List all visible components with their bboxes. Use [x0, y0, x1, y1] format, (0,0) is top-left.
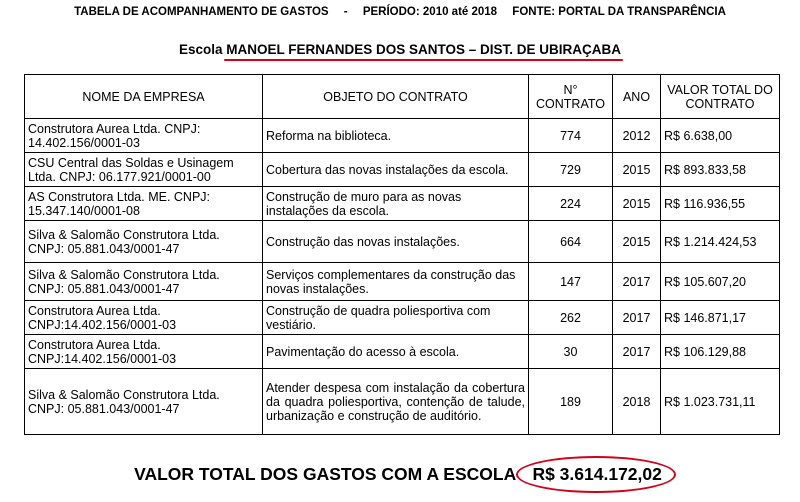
table-row	[25, 301, 780, 335]
table-row	[25, 369, 780, 435]
cell-empresa: Construtora Aurea Ltda. CNPJ: 14.402.156/0001-03	[25, 119, 263, 153]
cell-numero: 774	[529, 119, 613, 153]
cell-empresa: Silva & Salomão Construtora Ltda. CNPJ: 05.881.043/0001-47	[25, 263, 263, 301]
cell-ano: 2018	[613, 369, 661, 435]
table-row	[25, 187, 780, 221]
table-row	[25, 119, 780, 153]
table-row	[25, 221, 780, 263]
cell-numero: 262	[529, 301, 613, 335]
cell-valor: R$ 116.936,55	[661, 187, 780, 221]
cell-ano: 2017	[613, 263, 661, 301]
report-source: FONTE: PORTAL DA TRANSPARÊNCIA	[512, 6, 726, 18]
report-period: PERÍODO: 2010 até 2018	[362, 6, 498, 18]
total-summary	[0, 464, 800, 485]
cell-objeto: Construção de muro para as novas instalações da escola.	[263, 187, 529, 221]
report-title: TABELA DE ACOMPANHAMENTO DE GASTOS	[74, 6, 329, 18]
cell-numero: 189	[529, 369, 613, 435]
cell-valor: R$ 106.129,88	[661, 335, 780, 369]
cell-valor: R$ 146.871,17	[661, 301, 780, 335]
header-separator: -	[343, 6, 348, 18]
cell-numero: 664	[529, 221, 613, 263]
total-label: VALOR TOTAL DOS GASTOS COM A ESCOLA	[134, 464, 516, 484]
cell-empresa: Silva & Salomão Construtora Ltda. CNPJ: 05.881.043/0001-47	[25, 221, 263, 263]
cell-empresa: CSU Central das Soldas e Usinagem Ltda. CNPJ: 06.177.921/0001-00	[25, 153, 263, 187]
cell-valor: R$ 1.214.424,53	[661, 221, 780, 263]
cell-empresa: Construtora Aurea Ltda. CNPJ:14.402.156/0001-03	[25, 335, 263, 369]
cell-ano: 2012	[613, 119, 661, 153]
table-header-row	[25, 75, 780, 119]
table-row	[25, 153, 780, 187]
cell-empresa: AS Construtora Ltda. ME. CNPJ: 15.347.140/0001-08	[25, 187, 263, 221]
cell-ano: 2015	[613, 187, 661, 221]
cell-empresa: Silva & Salomão Construtora Ltda. CNPJ: 05.881.043/0001-47	[25, 369, 263, 435]
school-heading	[0, 42, 800, 57]
cell-numero: 224	[529, 187, 613, 221]
cell-ano: 2017	[613, 301, 661, 335]
cell-objeto: Reforma na biblioteca.	[263, 119, 529, 153]
contracts-table	[24, 74, 780, 435]
cell-objeto: Construção das novas instalações.	[263, 221, 529, 263]
cell-objeto: Construção de quadra poliesportiva com vestiário.	[263, 301, 529, 335]
cell-valor: R$ 6.638,00	[661, 119, 780, 153]
cell-objeto: Atender despesa com instalação da cobertura da quadra poliesportiva, contenção de talude, urbanização e construção de auditório.	[263, 369, 529, 435]
cell-valor: R$ 105.607,20	[661, 263, 780, 301]
cell-valor: R$ 1.023.731,11	[661, 369, 780, 435]
total-value: R$ 3.614.172,02	[528, 464, 665, 485]
cell-numero: 147	[529, 263, 613, 301]
cell-numero: 30	[529, 335, 613, 369]
cell-empresa: Construtora Aurea Ltda. CNPJ:14.402.156/0001-03	[25, 301, 263, 335]
school-prefix: Escola	[178, 42, 223, 57]
table-row	[25, 335, 780, 369]
header-objeto: OBJETO DO CONTRATO	[263, 75, 529, 119]
table-row	[25, 263, 780, 301]
report-header	[0, 6, 800, 18]
cell-objeto: Serviços complementares da construção das novas instalações.	[263, 263, 529, 301]
cell-numero: 729	[529, 153, 613, 187]
school-name: MANOEL FERNANDES DOS SANTOS – DIST. DE UBIRAÇABA	[226, 42, 622, 57]
header-ano: ANO	[613, 75, 661, 119]
header-empresa: NOME DA EMPRESA	[25, 75, 263, 119]
cell-ano: 2015	[613, 221, 661, 263]
header-numero: N° CONTRATO	[529, 75, 613, 119]
cell-objeto: Pavimentação do acesso à escola.	[263, 335, 529, 369]
cell-valor: R$ 893.833,58	[661, 153, 780, 187]
header-valor: VALOR TOTAL DO CONTRATO	[661, 75, 780, 119]
cell-ano: 2017	[613, 335, 661, 369]
cell-objeto: Cobertura das novas instalações da escola.	[263, 153, 529, 187]
cell-ano: 2015	[613, 153, 661, 187]
